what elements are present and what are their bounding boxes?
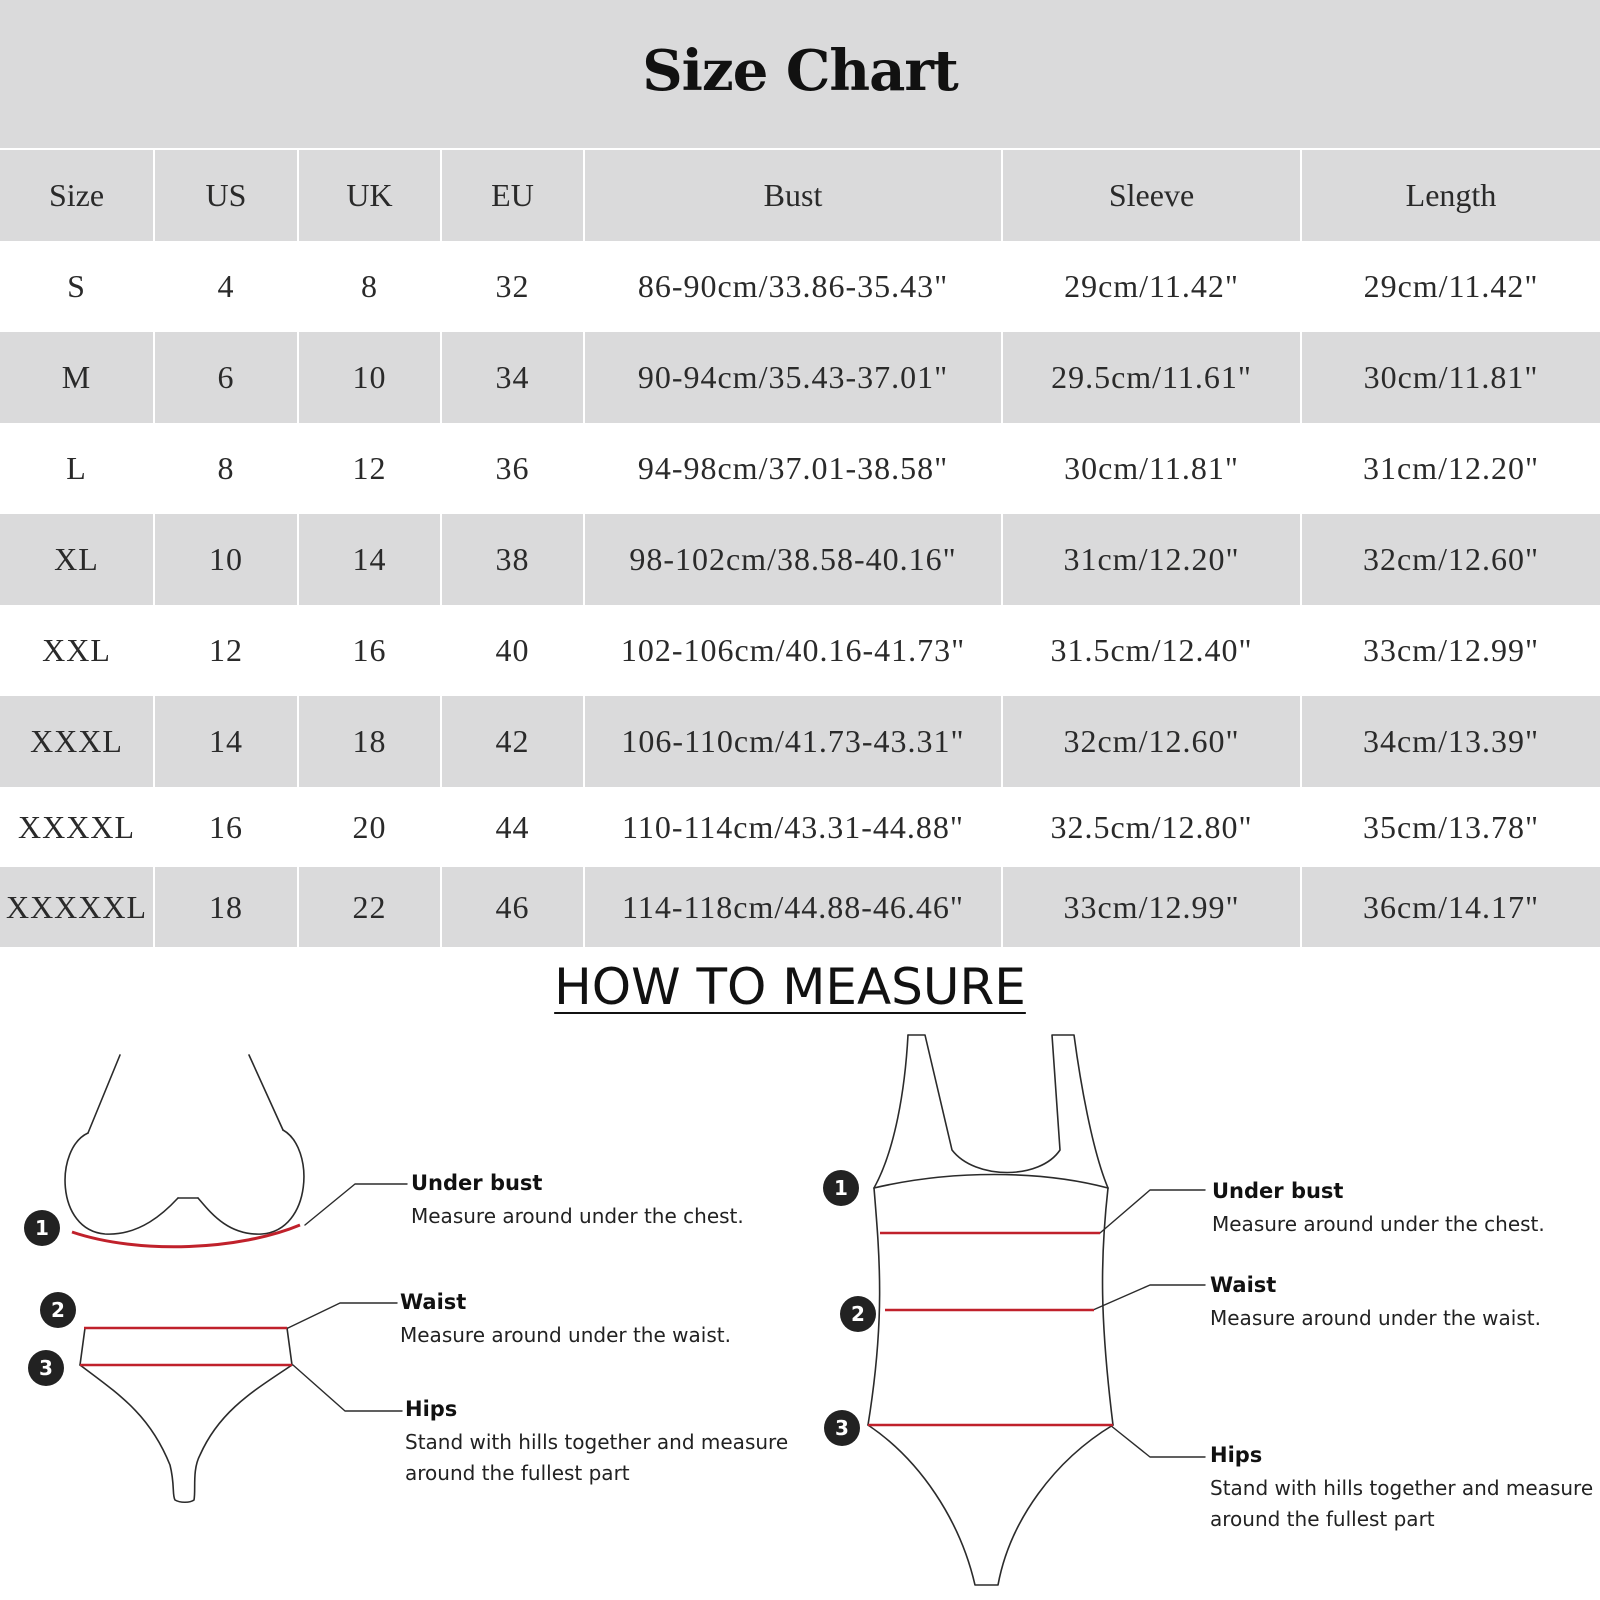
bikini-waist-number: 2 (40, 1292, 76, 1328)
cell-sleeve: 30cm/11.81" (1002, 423, 1301, 514)
cell-length: 32cm/12.60" (1301, 514, 1600, 605)
page-title: Size Chart (642, 38, 958, 104)
cell-us: 6 (154, 332, 298, 423)
cell-bust: 110-114cm/43.31-44.88" (584, 787, 1002, 867)
cell-uk: 16 (298, 605, 441, 696)
cell-bust: 102-106cm/40.16-41.73" (584, 605, 1002, 696)
swimsuit-waist-desc: Measure around under the waist. (1210, 1306, 1541, 1330)
swimsuit-under-bust-number: 1 (823, 1170, 859, 1206)
swimsuit-hips-title: Hips (1210, 1443, 1263, 1467)
how-to-measure-title: HOW TO MEASURE (554, 958, 1026, 1016)
cell-us: 8 (154, 423, 298, 514)
swimsuit-under-bust-desc: Measure around under the chest. (1212, 1212, 1545, 1236)
bikini-hips-title: Hips (405, 1397, 458, 1421)
cell-size: M (0, 332, 154, 423)
bikini-hips-desc-line2: around the fullest part (405, 1461, 630, 1485)
cell-eu: 32 (441, 241, 584, 332)
cell-uk: 14 (298, 514, 441, 605)
bikini-waist-desc: Measure around under the waist. (400, 1323, 731, 1347)
cell-eu: 34 (441, 332, 584, 423)
bikini-top-illustration (65, 1055, 304, 1234)
cell-bust: 90-94cm/35.43-37.01" (584, 332, 1002, 423)
cell-length: 34cm/13.39" (1301, 696, 1600, 787)
header-length: Length (1301, 150, 1600, 241)
cell-size: XXL (0, 605, 154, 696)
bikini-hips-desc-line1: Stand with hills together and measure (405, 1430, 789, 1454)
cell-length: 29cm/11.42" (1301, 241, 1600, 332)
cell-sleeve: 29.5cm/11.61" (1002, 332, 1301, 423)
cell-eu: 38 (441, 514, 584, 605)
header-bust: Bust (584, 150, 1002, 241)
cell-us: 12 (154, 605, 298, 696)
cell-sleeve: 29cm/11.42" (1002, 241, 1301, 332)
cell-bust: 98-102cm/38.58-40.16" (584, 514, 1002, 605)
cell-us: 4 (154, 241, 298, 332)
cell-uk: 8 (298, 241, 441, 332)
cell-uk: 10 (298, 332, 441, 423)
cell-uk: 20 (298, 787, 441, 867)
cell-length: 31cm/12.20" (1301, 423, 1600, 514)
bikini-under-bust-number: 1 (24, 1210, 60, 1246)
cell-length: 33cm/12.99" (1301, 605, 1600, 696)
cell-us: 18 (154, 867, 298, 947)
cell-eu: 36 (441, 423, 584, 514)
cell-sleeve: 31cm/12.20" (1002, 514, 1301, 605)
swimsuit-under-bust-title: Under bust (1212, 1179, 1344, 1203)
header-uk: UK (298, 150, 441, 241)
bikini-hips-number: 3 (28, 1350, 64, 1386)
cell-us: 14 (154, 696, 298, 787)
swimsuit-hips-number: 3 (824, 1410, 860, 1446)
cell-uk: 18 (298, 696, 441, 787)
cell-size: XXXXL (0, 787, 154, 867)
cell-bust: 106-110cm/41.73-43.31" (584, 696, 1002, 787)
cell-bust: 114-118cm/44.88-46.46" (584, 867, 1002, 947)
bikini-bottom-illustration (80, 1328, 292, 1502)
swimsuit-hips-desc-line2: around the fullest part (1210, 1507, 1435, 1531)
cell-eu: 42 (441, 696, 584, 787)
header-size: Size (0, 150, 154, 241)
header-sleeve: Sleeve (1002, 150, 1301, 241)
cell-eu: 46 (441, 867, 584, 947)
cell-size: L (0, 423, 154, 514)
cell-size: XL (0, 514, 154, 605)
cell-size: S (0, 241, 154, 332)
cell-sleeve: 31.5cm/12.40" (1002, 605, 1301, 696)
swimsuit-waist-number: 2 (840, 1296, 876, 1332)
cell-size: XXXXXL (0, 867, 154, 947)
cell-eu: 40 (441, 605, 584, 696)
cell-sleeve: 32cm/12.60" (1002, 696, 1301, 787)
cell-bust: 94-98cm/37.01-38.58" (584, 423, 1002, 514)
bikini-under-bust-title: Under bust (411, 1171, 543, 1195)
cell-size: XXXL (0, 696, 154, 787)
cell-length: 35cm/13.78" (1301, 787, 1600, 867)
cell-us: 10 (154, 514, 298, 605)
swimsuit-hips-desc-line1: Stand with hills together and measure (1210, 1476, 1594, 1500)
cell-uk: 12 (298, 423, 441, 514)
cell-eu: 44 (441, 787, 584, 867)
bikini-waist-title: Waist (400, 1290, 467, 1314)
cell-sleeve: 33cm/12.99" (1002, 867, 1301, 947)
cell-uk: 22 (298, 867, 441, 947)
bikini-under-bust-desc: Measure around under the chest. (411, 1204, 744, 1228)
header-us: US (154, 150, 298, 241)
cell-us: 16 (154, 787, 298, 867)
cell-sleeve: 32.5cm/12.80" (1002, 787, 1301, 867)
cell-length: 36cm/14.17" (1301, 867, 1600, 947)
cell-bust: 86-90cm/33.86-35.43" (584, 241, 1002, 332)
header-eu: EU (441, 150, 584, 241)
cell-length: 30cm/11.81" (1301, 332, 1600, 423)
swimsuit-waist-title: Waist (1210, 1273, 1277, 1297)
